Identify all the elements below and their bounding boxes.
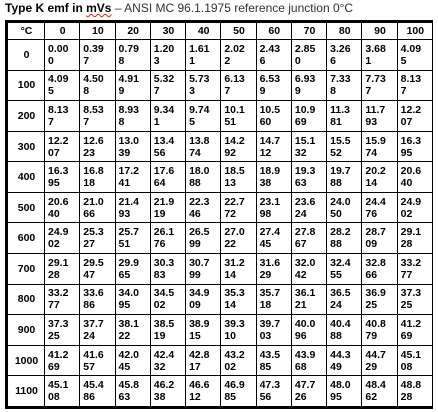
table-cell: 5.32 7: [150, 70, 185, 101]
table-cell: 19.3 63: [291, 162, 326, 193]
table-cell: 20.2 14: [362, 162, 397, 193]
table-cell: 42.8 17: [186, 345, 221, 376]
table-cell: 40.4 88: [327, 315, 362, 346]
table-cell: 5.73 3: [186, 70, 221, 101]
table-cell: 13.8 74: [186, 131, 221, 162]
table-cell: 2.02 2: [221, 40, 256, 71]
row-header: 400: [7, 162, 45, 193]
table-cell: 21.4 93: [115, 192, 150, 223]
table-cell: 19.7 88: [327, 162, 362, 193]
column-header: 100: [397, 22, 432, 40]
table-cell: 43.5 85: [256, 345, 291, 376]
table-cell: 38.1 22: [115, 315, 150, 346]
table-cell: 21.0 66: [80, 192, 115, 223]
table-cell: 24.4 76: [362, 192, 397, 223]
table-cell: 18.0 88: [186, 162, 221, 193]
table-cell: 7.33 8: [327, 70, 362, 101]
table-cell: 3.68 1: [362, 40, 397, 71]
row-header: 700: [7, 254, 45, 285]
table-cell: 16.3 95: [397, 131, 432, 162]
table-cell: 35.3 14: [221, 284, 256, 315]
table-cell: 4.91 9: [115, 70, 150, 101]
table-cell: 8.13 7: [45, 101, 80, 132]
table-cell: 32.8 66: [362, 254, 397, 285]
row-header: 600: [7, 223, 45, 254]
table-cell: 46.6 12: [186, 376, 221, 408]
column-header: 40: [186, 22, 221, 40]
emf-table: [5, 20, 433, 409]
row-header: 300: [7, 131, 45, 162]
table-row: [7, 345, 433, 376]
table-row: [7, 70, 433, 101]
table-cell: 41.6 57: [80, 345, 115, 376]
table-cell: 36.9 25: [362, 284, 397, 315]
table-cell: 8.53 7: [80, 101, 115, 132]
table-row: [7, 40, 433, 71]
table-cell: 45.4 86: [80, 376, 115, 408]
table-row: [7, 162, 433, 193]
table-cell: 0.00 0: [45, 40, 80, 71]
table-cell: 36.1 21: [291, 284, 326, 315]
table-cell: 24.0 50: [327, 192, 362, 223]
row-header: 200: [7, 101, 45, 132]
row-header: 800: [7, 284, 45, 315]
table-cell: 26.1 76: [150, 223, 185, 254]
table-cell: 12.2 07: [397, 101, 432, 132]
table-cell: 6.13 7: [221, 70, 256, 101]
table-cell: 43.2 02: [221, 345, 256, 376]
table-row: [7, 223, 433, 254]
table-cell: 4.09 5: [45, 70, 80, 101]
table-cell: 48.8 28: [397, 376, 432, 408]
table-body: [7, 40, 433, 408]
row-header: 1000: [7, 345, 45, 376]
table-cell: 38.5 19: [150, 315, 185, 346]
table-cell: 14.7 12: [256, 131, 291, 162]
table-row: [7, 254, 433, 285]
table-cell: 15.9 74: [362, 131, 397, 162]
table-cell: 27.8 67: [291, 223, 326, 254]
table-cell: 2.43 6: [256, 40, 291, 71]
column-header: 50: [221, 22, 256, 40]
table-cell: 9.74 5: [186, 101, 221, 132]
caption-prefix: Type K emf in: [5, 1, 87, 15]
column-header: 90: [362, 22, 397, 40]
table-cell: 34.0 95: [115, 284, 150, 315]
table-cell: 27.4 45: [256, 223, 291, 254]
table-cell: 0.79 8: [115, 40, 150, 71]
table-cell: 8.13 7: [397, 70, 432, 101]
table-cell: 42.4 32: [150, 345, 185, 376]
table-cell: 3.26 6: [327, 40, 362, 71]
table-cell: 11.3 81: [327, 101, 362, 132]
table-cell: 31.2 14: [221, 254, 256, 285]
table-cell: 37.3 25: [397, 284, 432, 315]
table-cell: 37.7 24: [80, 315, 115, 346]
table-cell: 21.9 19: [150, 192, 185, 223]
table-cell: 33.6 86: [80, 284, 115, 315]
row-header: 100: [7, 70, 45, 101]
table-cell: 39.3 10: [221, 315, 256, 346]
table-cell: 20.6 40: [45, 192, 80, 223]
table-cell: 4.50 8: [80, 70, 115, 101]
table-cell: 46.9 85: [221, 376, 256, 408]
table-row: [7, 101, 433, 132]
column-header: 60: [256, 22, 291, 40]
column-header: 20: [115, 22, 150, 40]
table-cell: 23.6 24: [291, 192, 326, 223]
table-cell: 29.1 28: [45, 254, 80, 285]
table-cell: 41.2 69: [45, 345, 80, 376]
table-cell: 39.7 03: [256, 315, 291, 346]
table-cell: 13.0 39: [115, 131, 150, 162]
table-cell: 46.2 38: [150, 376, 185, 408]
table-cell: 15.1 32: [291, 131, 326, 162]
table-cell: 37.3 25: [45, 315, 80, 346]
table-cell: 32.4 55: [327, 254, 362, 285]
header-row: [7, 22, 433, 40]
table-cell: 40.8 79: [362, 315, 397, 346]
table-cell: 47.3 56: [256, 376, 291, 408]
table-cell: 29.9 65: [115, 254, 150, 285]
table-cell: 47.7 26: [291, 376, 326, 408]
table-cell: 43.9 68: [291, 345, 326, 376]
column-header: 70: [291, 22, 326, 40]
table-cell: 0.39 7: [80, 40, 115, 71]
table-cell: 45.8 63: [115, 376, 150, 408]
row-header: 500: [7, 192, 45, 223]
table-cell: 1.20 3: [150, 40, 185, 71]
table-cell: 44.7 29: [362, 345, 397, 376]
table-cell: 20.6 40: [397, 162, 432, 193]
table-cell: 31.6 29: [256, 254, 291, 285]
table-cell: 24.9 02: [45, 223, 80, 254]
table-cell: 33.2 77: [45, 284, 80, 315]
table-cell: 7.73 7: [362, 70, 397, 101]
table-cell: 14.2 92: [221, 131, 256, 162]
table-cell: 41.2 69: [397, 315, 432, 346]
caption-suffix: – ANSI MC 96.1.1975 reference junction 0°C: [111, 1, 354, 15]
table-cell: 2.85 0: [291, 40, 326, 71]
table-cell: 13.4 56: [150, 131, 185, 162]
table-cell: 17.6 64: [150, 162, 185, 193]
table-cell: 45.1 08: [45, 376, 80, 408]
table-cell: 34.9 09: [186, 284, 221, 315]
table-cell: 33.2 77: [397, 254, 432, 285]
table-cell: 27.0 22: [221, 223, 256, 254]
row-header: 0: [7, 40, 45, 71]
caption-unit: mVs: [86, 1, 112, 15]
table-cell: 9.34 1: [150, 101, 185, 132]
table-cell: 48.0 95: [327, 376, 362, 408]
table-cell: 8.93 8: [115, 101, 150, 132]
column-header: 10: [80, 22, 115, 40]
table-cell: 18.9 38: [256, 162, 291, 193]
table-caption: [5, 1, 353, 17]
table-cell: 25.7 51: [115, 223, 150, 254]
table-cell: 12.6 23: [80, 131, 115, 162]
table-cell: 1.61 1: [186, 40, 221, 71]
table-row: [7, 131, 433, 162]
table-cell: 25.3 27: [80, 223, 115, 254]
table-cell: 24.9 02: [397, 192, 432, 223]
table-cell: 16.8 18: [80, 162, 115, 193]
table-cell: 30.3 83: [150, 254, 185, 285]
table-cell: 23.1 98: [256, 192, 291, 223]
table-cell: 32.0 42: [291, 254, 326, 285]
table-cell: 36.5 24: [327, 284, 362, 315]
table-cell: 6.53 9: [256, 70, 291, 101]
table-cell: 44.3 49: [327, 345, 362, 376]
table-cell: 15.5 52: [327, 131, 362, 162]
table-row: [7, 284, 433, 315]
table-cell: 40.0 96: [291, 315, 326, 346]
column-header: 30: [150, 22, 185, 40]
table-cell: 12.2 07: [45, 131, 80, 162]
table-cell: 18.5 13: [221, 162, 256, 193]
table-cell: 42.0 45: [115, 345, 150, 376]
table-cell: 35.7 18: [256, 284, 291, 315]
table-row: [7, 315, 433, 346]
row-header: 900: [7, 315, 45, 346]
table-row: [7, 376, 433, 408]
table-cell: 26.5 99: [186, 223, 221, 254]
corner-cell: °C: [7, 22, 45, 40]
table-cell: 17.2 41: [115, 162, 150, 193]
column-header: 80: [327, 22, 362, 40]
table-cell: 22.7 72: [221, 192, 256, 223]
column-header: 0: [45, 22, 80, 40]
table-cell: 30.7 99: [186, 254, 221, 285]
table-cell: 10.5 60: [256, 101, 291, 132]
row-header: 1100: [7, 376, 45, 408]
table-cell: 4.09 5: [397, 40, 432, 71]
table-row: [7, 192, 433, 223]
table-cell: 6.93 9: [291, 70, 326, 101]
table-cell: 28.7 09: [362, 223, 397, 254]
table-cell: 11.7 93: [362, 101, 397, 132]
table-cell: 29.1 28: [397, 223, 432, 254]
table-cell: 22.3 46: [186, 192, 221, 223]
table-cell: 48.4 62: [362, 376, 397, 408]
table-cell: 34.5 02: [150, 284, 185, 315]
table-cell: 38.9 15: [186, 315, 221, 346]
table-cell: 10.9 69: [291, 101, 326, 132]
table-cell: 29.5 47: [80, 254, 115, 285]
table-cell: 28.2 88: [327, 223, 362, 254]
table-cell: 10.1 51: [221, 101, 256, 132]
table-cell: 45.1 08: [397, 345, 432, 376]
table-cell: 16.3 95: [45, 162, 80, 193]
